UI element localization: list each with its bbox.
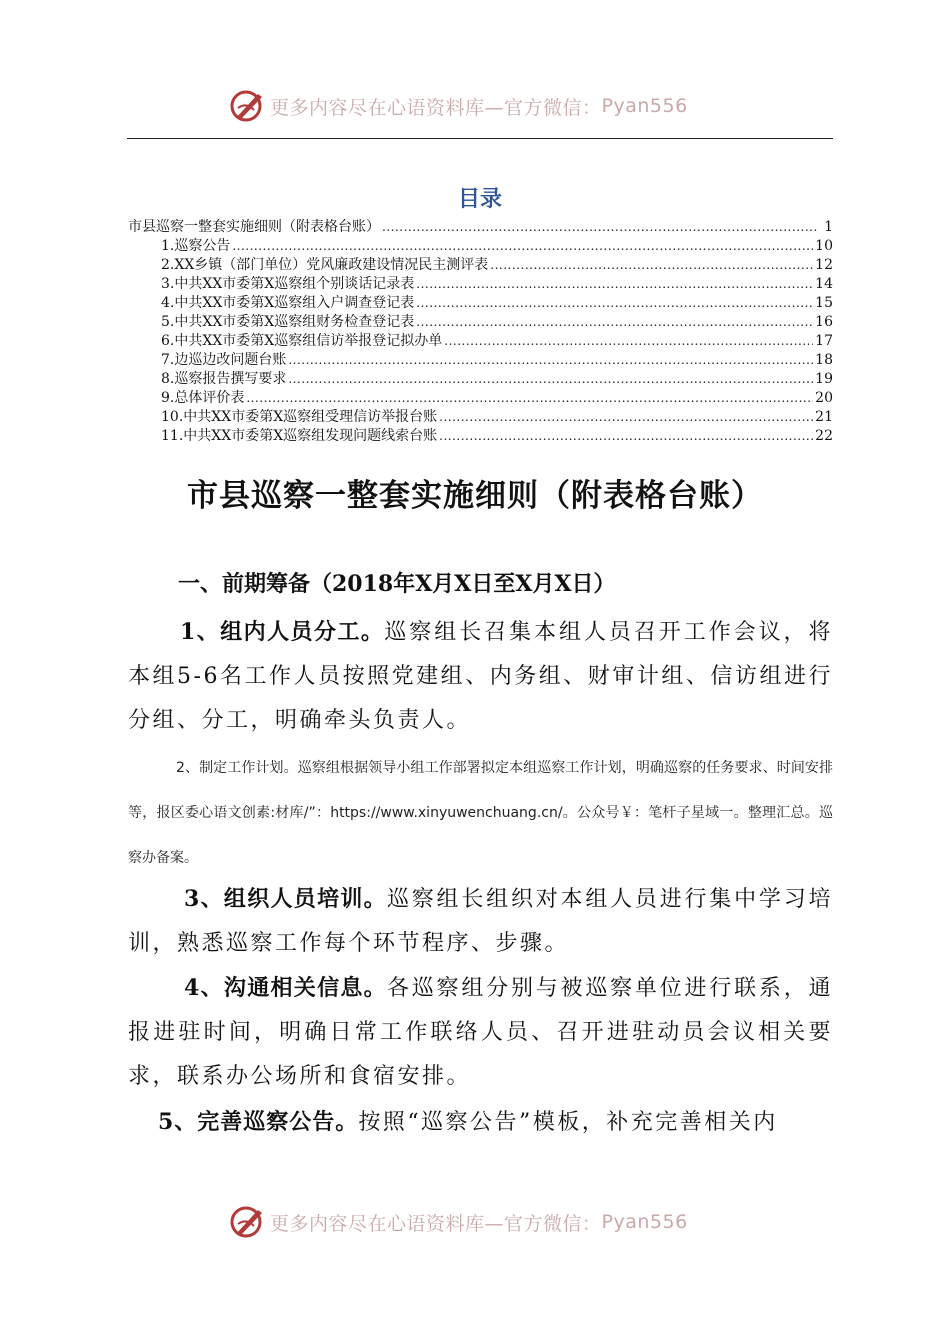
pen-logo-icon [228, 1204, 268, 1240]
toc-leader [444, 332, 813, 351]
toc-entry[interactable] [128, 313, 833, 332]
toc-entry[interactable] [128, 408, 833, 427]
toc-leader [490, 256, 813, 275]
toc-entry-page: 14 [815, 276, 833, 292]
item-lead: 4、沟通相关信息。 [184, 975, 387, 1001]
toc-entry-page: 15 [815, 295, 833, 311]
item-text: 按照“巡察公告”模板，补充完善相关内 [358, 1110, 778, 1135]
toc-entry-label: 8.巡察报告撰写要求 [161, 371, 287, 387]
toc-entry-page: 19 [815, 371, 833, 387]
toc-leader [416, 275, 813, 294]
item-lead: 5、完善巡察公告。 [158, 1109, 359, 1135]
toc-title: 目录 [457, 187, 502, 212]
toc-entry[interactable] [128, 218, 833, 237]
banner-wechat-id: Pyan556 [601, 95, 688, 117]
toc-leader [439, 408, 813, 427]
toc-entry-label: 1.巡察公告 [161, 238, 231, 254]
footer-banner [0, 1200, 950, 1240]
header-rule [127, 138, 833, 139]
item-lead: 1、组内人员分工。 [180, 619, 385, 645]
paragraph-item-1 [128, 610, 833, 743]
banner-text: 更多内容尽在心语资料库—官方微信： [270, 96, 602, 119]
paragraph-item-2 [128, 746, 833, 881]
toc-entry-page: 1 [824, 219, 833, 235]
toc-entry[interactable] [128, 389, 833, 408]
table-of-contents [128, 218, 833, 446]
paragraph-item-3 [128, 877, 833, 966]
toc-leader [246, 389, 813, 408]
toc-entry-label: 市县巡察一整套实施细则（附表格台账） [128, 219, 380, 235]
section-heading: 一、前期筹备（2018年X月X日至X月X日） [178, 571, 616, 597]
toc-leader [382, 218, 817, 237]
banner-text: 更多内容尽在心语资料库—官方微信： [270, 1212, 602, 1235]
toc-entry-label: 5.中共XX市委第X巡察组财务检查登记表 [161, 314, 415, 330]
toc-entry-page: 16 [815, 314, 833, 330]
toc-leader [232, 237, 813, 256]
toc-entry[interactable] [128, 237, 833, 256]
pen-logo-icon [228, 88, 268, 124]
toc-entry-label: 4.中共XX市委第X巡察组入户调查登记表 [161, 295, 415, 311]
toc-entry-label: 2.XX乡镇（部门单位）党风廉政建设情况民主测评表 [161, 257, 489, 273]
item-text: 2、制定工作计划。巡察组根据领导小组工作部署拟定本组巡察工作计划，明确巡察的任务要求、时间安排等，报区委心语文创素:材库/”：https://www.xinyuwenchuang.cn/。公众号￥：笔杆子星域一。整理汇总。巡察办备案。 [128, 760, 833, 866]
toc-entry-page: 18 [815, 352, 833, 368]
document-title: 市县巡察一整套实施细则（附表格台账） [187, 478, 763, 514]
toc-entry-label: 9.总体评价表 [161, 390, 245, 406]
toc-entry-page: 17 [815, 333, 833, 349]
toc-entry[interactable] [128, 275, 833, 294]
item-lead: 3、组织人员培训。 [184, 886, 387, 912]
toc-leader [439, 427, 813, 446]
toc-entry-label: 10.中共XX市委第X巡察组受理信访举报台账 [161, 409, 438, 425]
toc-entry-page: 20 [815, 390, 833, 406]
paragraph-item-4 [128, 966, 833, 1099]
toc-entry-page: 22 [815, 428, 833, 444]
item-text: 巡察组长召集本组人员召开工作会议，将本组5-6名工作人员按照党建组、内务组、财审计组、信访组进行分组、分工，明确牵头负责人。 [128, 620, 833, 733]
toc-leader [416, 294, 813, 313]
toc-entry[interactable] [128, 294, 833, 313]
toc-leader [288, 351, 813, 370]
item-text: 巡察组长组织对本组人员进行集中学习培训，熟悉巡察工作每个环节程序、步骤。 [128, 887, 833, 956]
item-text: 各巡察组分别与被巡察单位进行联系，通报进驻时间，明确日常工作联络人员、召开进驻动员会议相关要求，联系办公场所和食宿安排。 [128, 976, 833, 1089]
toc-entry[interactable] [128, 427, 833, 446]
toc-entry-page: 21 [815, 409, 833, 425]
toc-entry[interactable] [128, 351, 833, 370]
paragraph-item-5 [128, 1100, 833, 1145]
banner-wechat-id: Pyan556 [601, 1211, 688, 1233]
toc-entry-label: 3.中共XX市委第X巡察组个别谈话记录表 [161, 276, 415, 292]
header-banner [0, 84, 950, 124]
toc-entry[interactable] [128, 332, 833, 351]
toc-leader [416, 313, 813, 332]
toc-entry-label: 11.中共XX市委第X巡察组发现问题线索台账 [161, 428, 438, 444]
toc-entry-label: 7.边巡边改问题台账 [161, 352, 287, 368]
toc-entry[interactable] [128, 370, 833, 389]
toc-entry-page: 10 [815, 238, 833, 254]
toc-entry-label: 6.中共XX市委第X巡察组信访举报登记拟办单 [161, 333, 443, 349]
toc-entry-page: 12 [815, 257, 833, 273]
toc-leader [288, 370, 813, 389]
toc-entry[interactable] [128, 256, 833, 275]
